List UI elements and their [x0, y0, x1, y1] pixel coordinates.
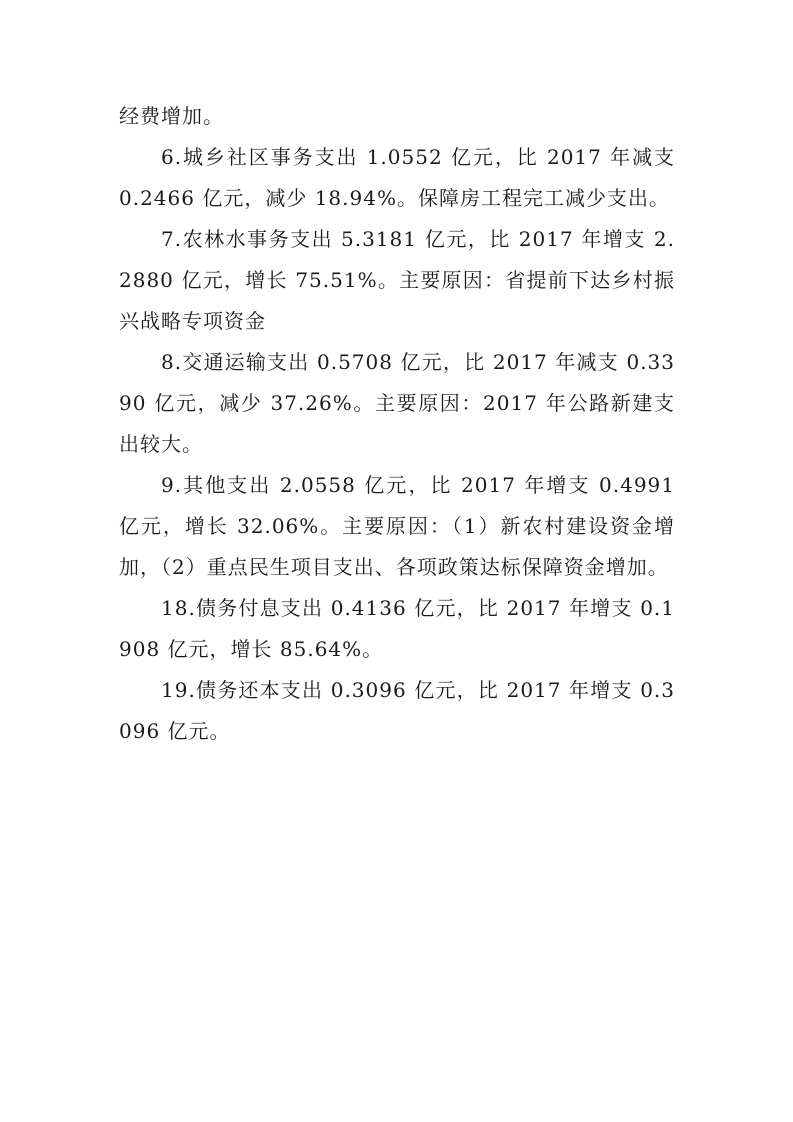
document-body [119, 96, 675, 752]
paragraph-item-6: 6.城乡社区事务支出 1.0552 亿元，比 2017 年减支 0.2466 亿元，减少 18.94%。保障房工程完工减少支出。 [119, 145, 675, 210]
paragraph-item-19: 19.债务还本支出 0.3096 亿元，比 2017 年增支 0.3096 亿元。 [119, 678, 675, 743]
paragraph-item-9: 9.其他支出 2.0558 亿元，比 2017 年增支 0.4991 亿元，增长 32.06%。主要原因：（1）新农村建设资金增加，（2）重点民生项目支出、各项政策达标保障资金增加。 [119, 473, 675, 579]
paragraph-item-8: 8.交通运输支出 0.5708 亿元，比 2017 年减支 0.3390 亿元，减少 37.26%。主要原因：2017 年公路新建支出较大。 [119, 350, 675, 456]
paragraph-item-18: 18.债务付息支出 0.4136 亿元，比 2017 年增支 0.1908 亿元，增长 85.64%。 [119, 596, 675, 661]
paragraph-continuation: 经费增加。 [119, 104, 224, 128]
paragraph-item-7: 7.农林水事务支出 5.3181 亿元，比 2017 年增支 2.2880 亿元，增长 75.51%。主要原因：省提前下达乡村振兴战略专项资金 [119, 227, 675, 333]
